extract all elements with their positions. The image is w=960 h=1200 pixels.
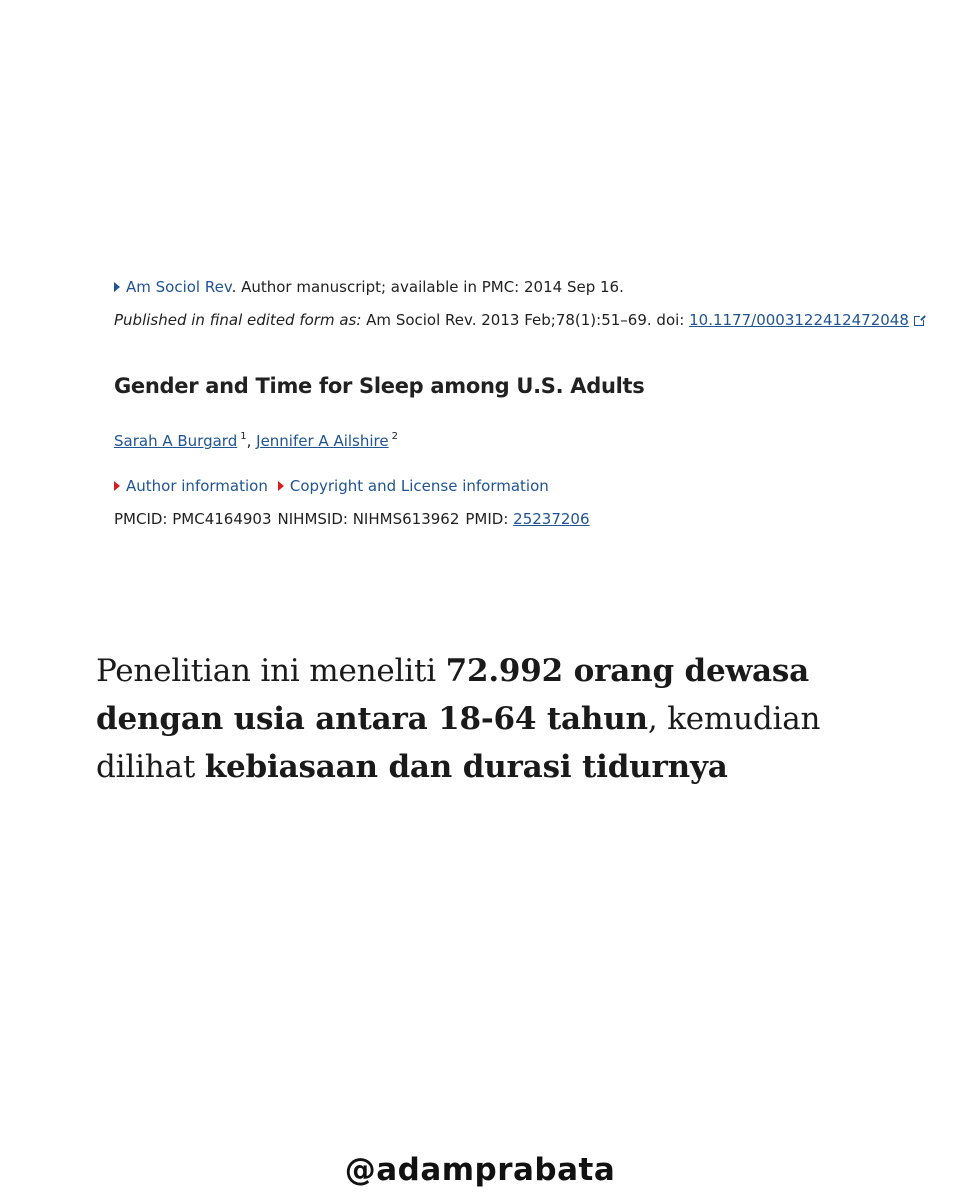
caption-bold-participants: 72.992 orang dewasa dengan usia antara 18-64 tahun bbox=[96, 653, 810, 737]
copyright-license-toggle[interactable]: Copyright and License information bbox=[289, 477, 549, 495]
article-title: Gender and Time for Sleep among U.S. Adults bbox=[114, 374, 645, 398]
pmid-label: PMID: bbox=[465, 510, 514, 528]
doi-link[interactable]: 10.1177/0003122412472048 bbox=[689, 311, 909, 329]
author-info-triangle-icon[interactable] bbox=[114, 481, 120, 491]
authors-line bbox=[114, 427, 398, 451]
expand-triangle-icon[interactable] bbox=[114, 282, 120, 292]
author-handle: @adamprabata bbox=[344, 1152, 616, 1188]
caption-text-1: Penelitian ini meneliti bbox=[96, 653, 446, 689]
caption-bold-sleep: kebiasaan dan durasi tidurnya bbox=[204, 749, 728, 785]
article-title-line bbox=[114, 376, 644, 398]
caption-text-2: , kemudian dilihat bbox=[96, 701, 821, 785]
identifiers-line bbox=[114, 509, 590, 529]
pmid-link[interactable]: 25237206 bbox=[513, 510, 590, 528]
published-reference: Am Sociol Rev. 2013 Feb;78(1):51–69. doi: bbox=[361, 311, 690, 329]
copyright-triangle-icon[interactable] bbox=[278, 481, 284, 491]
pmcid: PMCID: PMC4164903 bbox=[114, 510, 272, 528]
external-link-icon bbox=[914, 316, 924, 326]
journal-line bbox=[114, 277, 624, 297]
author-separator: , bbox=[246, 432, 257, 450]
manuscript-status: . Author manuscript; available in PMC: 2014 Sep 16. bbox=[231, 278, 624, 296]
author-information-toggle[interactable]: Author information bbox=[126, 477, 268, 495]
author-link-burgard[interactable]: Sarah A Burgard bbox=[114, 432, 238, 450]
author-affiliation-2: 2 bbox=[391, 431, 398, 442]
journal-link[interactable]: Am Sociol Rev bbox=[126, 278, 232, 296]
published-label: Published in final edited form as: bbox=[114, 311, 362, 329]
summary-caption bbox=[96, 647, 896, 791]
nihmsid: NIHMSID: NIHMS613962 bbox=[277, 510, 460, 528]
author-link-ailshire[interactable]: Jennifer A Ailshire bbox=[256, 432, 389, 450]
published-line bbox=[114, 310, 924, 330]
info-toggles-line bbox=[114, 476, 549, 496]
author-affiliation-1: 1 bbox=[240, 431, 247, 442]
